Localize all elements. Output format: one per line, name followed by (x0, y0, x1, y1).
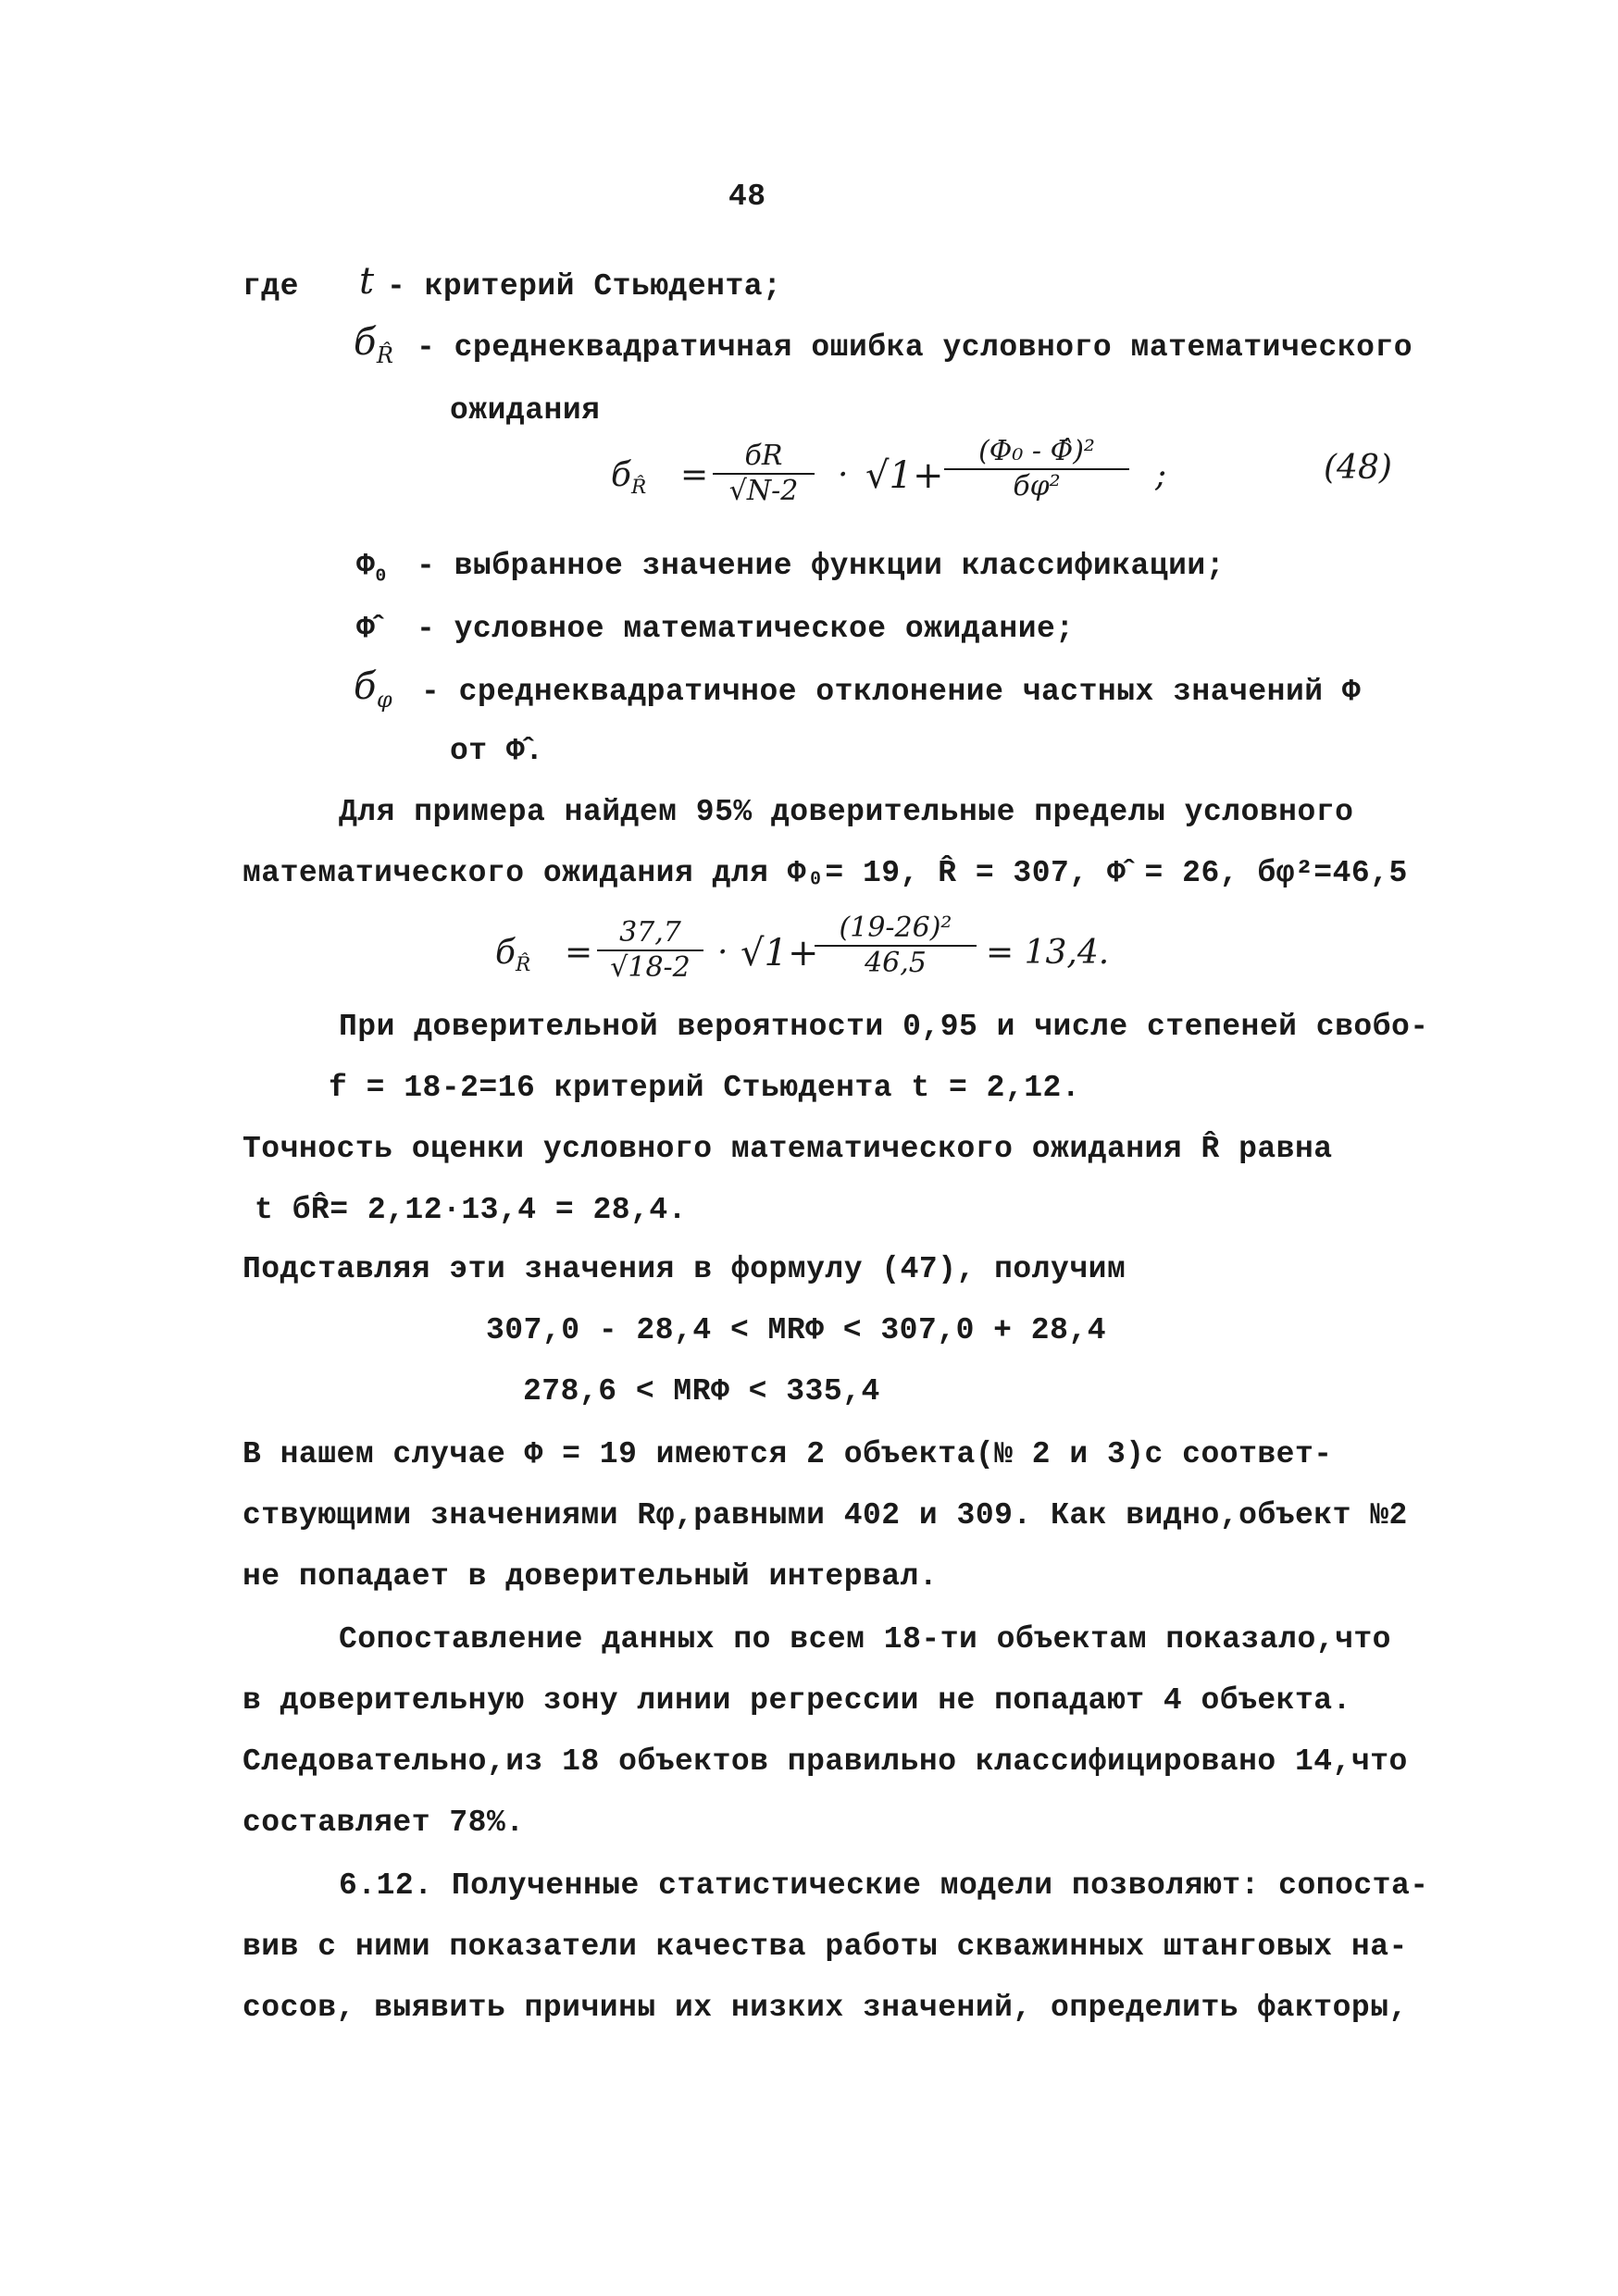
formula48-eq: = (680, 456, 709, 494)
sigma-phi-symbol: $б_\varphi$ (354, 665, 393, 713)
formula48-dot: · (838, 456, 849, 494)
para3-line2: ствующими значениями Rφ,равными 402 и 309. Как видно,объект №2 (243, 1498, 1408, 1533)
formula48-frac2: (Φ₀ - Φ̂)² бφ² (944, 435, 1129, 503)
t-definition: - критерий Стьюдента; (387, 269, 782, 304)
formula-ex-frac1: $\frac{37,7}{√18-2}$ (597, 916, 703, 985)
formula48-frac1: бR √N-2 (713, 440, 815, 508)
formula-ex-lhs: $б_{R̂}$ (495, 934, 531, 977)
formula48-root: √1+ (865, 454, 944, 497)
formula48-lhs: $б_{R̂}$ (611, 456, 647, 500)
para1-line2: математического ожидания для Φ₀= 19, R̂ = 307, Φ̂ = 26, бφ²=46,5 (243, 856, 1408, 890)
sigma-phi-definition-cont: от Φ̂. (450, 734, 544, 768)
para2-line5: Подставляя эти значения в формулу (47), получим (243, 1252, 1126, 1286)
phi0-definition: - выбранное значение функции классификации; (417, 549, 1226, 583)
para2-line2: f = 18-2=16 критерий Стьюдента t = 2,12. (329, 1071, 1081, 1105)
para4-line3: Следовательно,из 18 объектов правильно классифицировано 14,что (243, 1744, 1408, 1779)
para2-line1: При доверительной вероятности 0,95 и числе степеней свобо- (339, 1010, 1429, 1044)
sigma-r-definition: - среднеквадратичная ошибка условного математического (417, 330, 1413, 365)
para2-line4: t бR̂= 2,12·13,4 = 28,4. (255, 1193, 687, 1227)
para5-line3: сосов, выявить причины их низких значений, определить факторы, (243, 1991, 1408, 2025)
sigma-phi-definition: - среднеквадратичное отклонение частных значений Φ (421, 675, 1362, 709)
para2-line3: Точность оценки условного математического ожидания R̂ равна (243, 1132, 1333, 1166)
inequality-2: 278,6 < MRΦ < 335,4 (523, 1374, 880, 1409)
formula-ex-dot: · (717, 934, 728, 972)
sigma-r-symbol: $б_{R̂}$ (354, 321, 394, 368)
t-symbol: t (359, 260, 375, 303)
sigma-r-definition-cont: ожидания (450, 393, 601, 428)
phi0-symbol: $\Phi_0$ (356, 549, 387, 587)
para5-line1: 6.12. Полученные статистические модели позволяют: сопоста- (339, 1868, 1429, 1903)
page-number: 48 (728, 180, 766, 214)
formula-ex-frac2: $\frac{\text{(19-26)²}}{46,5}$ (815, 912, 977, 980)
para4-line4: составляет 78%. (243, 1806, 525, 1840)
para3-line3: не попадает в доверительный интервал. (243, 1559, 939, 1594)
para5-line2: вив с ними показатели качества работы скважинных штанговых на- (243, 1930, 1408, 1964)
para1-line1: Для примера найдем 95% доверительные пределы условного (339, 795, 1354, 829)
phihat-symbol: Φ̂ (356, 612, 376, 646)
formula48-end: ; (1155, 456, 1167, 494)
formula-number-48: (48) (1324, 449, 1392, 487)
para4-line1: Сопоставление данных по всем 18-ти объектам показало,что (339, 1622, 1391, 1657)
para4-line2: в доверительную зону линии регрессии не попадают 4 объекта. (243, 1683, 1351, 1718)
phihat-definition: - условное математическое ожидание; (417, 612, 1075, 646)
formula-ex-root: √1+ (741, 932, 819, 974)
formula-ex-eq: = (565, 934, 593, 972)
where-label: где (243, 269, 299, 304)
formula-ex-result: = 13,4. (986, 934, 1110, 972)
para3-line1: В нашем случае Φ = 19 имеются 2 объекта(№ 2 и 3)с соответ- (243, 1437, 1333, 1471)
inequality-1: 307,0 - 28,4 < MRΦ < 307,0 + 28,4 (486, 1313, 1107, 1347)
